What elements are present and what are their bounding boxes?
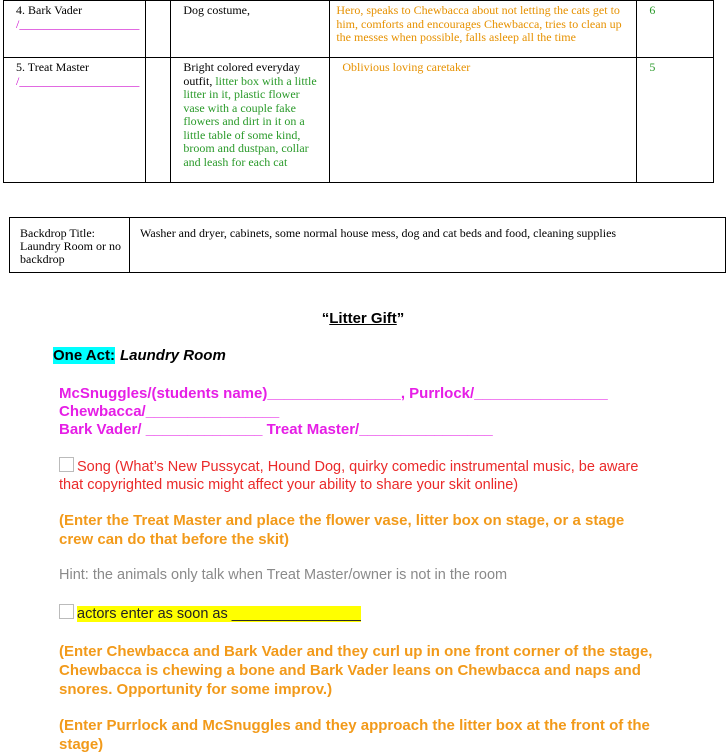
table-row bbox=[4, 1, 714, 58]
role-name: 5. Treat Master bbox=[16, 60, 89, 74]
description-cell bbox=[330, 1, 637, 58]
description-text: Hero, speaks to Chewbacca about not letting the cats get to him, comforts and encourages Chewbacca, tries to clean up the messes when possible, falls asleep all the time bbox=[336, 3, 622, 44]
hint-text: Hint: the animals only talk when Treat Master/owner is not in the room bbox=[59, 567, 508, 583]
stage-direction: (Enter Chewbacca and Bark Vader and they curl up in one front corner of the stage, Chewbacca is chewing a bone and Bark Vader leans on Chewbacca and naps and snores. Opportunity for some improv.) bbox=[59, 643, 653, 698]
lines-count-cell bbox=[637, 58, 714, 183]
cast-table bbox=[3, 0, 714, 183]
spacer-cell bbox=[146, 58, 171, 183]
backdrop-label: Backdrop Title: Laundry Room or no backdrop bbox=[20, 226, 121, 266]
roles-line: Chewbacca/________________ bbox=[59, 403, 280, 420]
lines-count-cell bbox=[637, 1, 714, 58]
table-row bbox=[4, 58, 714, 183]
stage-direction: (Enter Purrlock and McSnuggles and they approach the litter box at the front of the stage) bbox=[59, 717, 650, 753]
description-text: Oblivious loving caretaker bbox=[342, 60, 471, 74]
actors-blank: ________________ bbox=[227, 606, 361, 622]
description-cell bbox=[330, 58, 637, 183]
song-note bbox=[59, 457, 659, 494]
actors-text: actors enter as soon as bbox=[77, 606, 228, 622]
script-title: “Litter Gift” bbox=[321, 310, 405, 327]
backdrop-label-cell bbox=[10, 218, 130, 273]
backdrop-value-cell bbox=[130, 218, 726, 273]
student-name-blank: /____________________ bbox=[16, 73, 140, 88]
backdrop-table bbox=[9, 217, 726, 273]
role-name-cell bbox=[4, 1, 146, 58]
spacer-cell bbox=[146, 1, 171, 58]
costume-text: Bright colored everyday outfit, bbox=[183, 60, 300, 88]
table-row bbox=[10, 218, 726, 273]
costume-text: Dog costume, bbox=[183, 3, 250, 17]
student-name-blank: /____________________ bbox=[16, 16, 140, 31]
lines-count: 5 bbox=[649, 60, 656, 74]
script-title-text: Litter Gift bbox=[329, 310, 397, 327]
costume-cell bbox=[171, 1, 330, 58]
props-text: litter box with a little litter in it, plastic flower vase with a couple fake flowers and dirt in it on a little table of some kind, broom and dustpan, collar and leash for each cat bbox=[183, 73, 317, 169]
song-checkbox[interactable] bbox=[59, 457, 74, 472]
role-name: 4. Bark Vader bbox=[16, 3, 83, 17]
roles-line: Bark Vader/ ______________ Treat Master/________________ bbox=[59, 421, 493, 438]
role-name-cell bbox=[4, 58, 146, 183]
act-label: One Act: bbox=[53, 347, 115, 364]
actors-checkbox[interactable] bbox=[59, 604, 74, 619]
lines-count: 6 bbox=[649, 3, 656, 17]
stage-direction: (Enter the Treat Master and place the flower vase, litter box on stage, or a stage crew can do that before the skit) bbox=[59, 512, 625, 548]
act-heading bbox=[53, 347, 226, 364]
costume-cell bbox=[171, 58, 330, 183]
roles-list bbox=[59, 385, 699, 439]
backdrop-value: Washer and dryer, cabinets, some normal house mess, dog and cat beds and food, cleaning supplies bbox=[140, 226, 617, 240]
act-place: Laundry Room bbox=[119, 347, 226, 364]
song-text: Song (What’s New Pussycat, Hound Dog, quirky comedic instrumental music, be aware that copyrighted music might affect your ability to share your skit online) bbox=[59, 459, 639, 493]
roles-line: McSnuggles/(students name)________________, Purrlock/________________ bbox=[59, 385, 608, 402]
actors-note bbox=[59, 604, 361, 622]
